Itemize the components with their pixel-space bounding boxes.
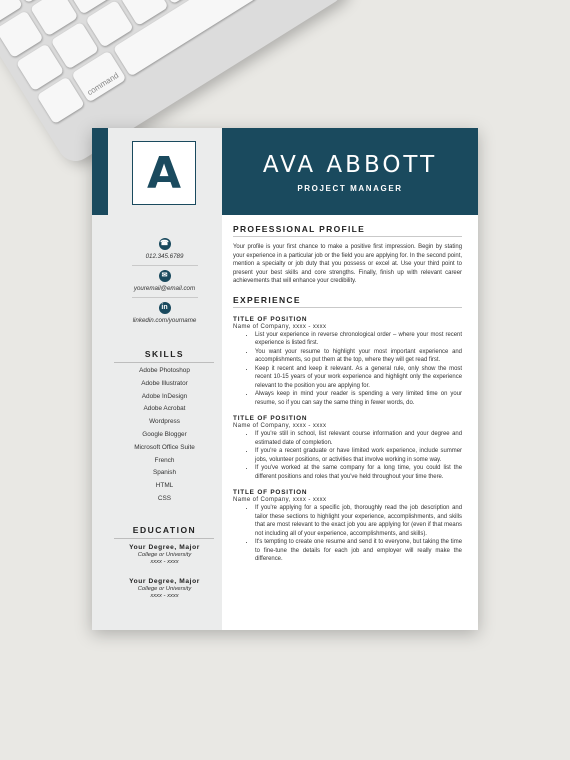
job-title: TITLE OF POSITION bbox=[233, 415, 308, 422]
job-bullet: • You want your resume to highlight your most important experience and accomplishments, so put them at the top, where they will get read first. bbox=[255, 348, 462, 365]
skill-item: CSS bbox=[157, 494, 172, 502]
education-entry bbox=[92, 544, 237, 565]
education-degree: Your Degree, Major bbox=[129, 578, 200, 585]
skill-item: Adobe Photoshop bbox=[139, 367, 190, 374]
skill-item: Spanish bbox=[152, 469, 177, 477]
job-bullet: • Keep it recent and keep it relevant. As a general rule, only show the most recent 10-15 years of your work experience and highlight only the experience relevant to the position you are applying for. bbox=[255, 365, 462, 391]
job-bullet: • If you've worked at the same company for a long time, you could list the different positions and roles that you've held throughout your time there. bbox=[255, 464, 462, 481]
education-divider bbox=[114, 538, 214, 539]
monogram-box bbox=[132, 141, 196, 205]
job-bullet: • If you're still in school, list relevant course information and your degree and estimated date of completion. bbox=[255, 430, 462, 447]
job-bullet: • List your experience in reverse chronological order – where your most recent experience is listed first. bbox=[255, 331, 462, 348]
linkedin-icon: in bbox=[159, 302, 171, 314]
job-bullet: • Always keep in mind your reader is spending a very limited time on your resume, so if you can say the same thing in fewer words, do. bbox=[255, 390, 462, 407]
skill-item: HTML bbox=[155, 482, 174, 490]
skill-item: French bbox=[154, 456, 175, 464]
job-company: Name of Company, xxxx - xxxx bbox=[233, 497, 327, 503]
skill-item: Google Blogger bbox=[142, 430, 187, 438]
phone-icon: ☎ bbox=[159, 238, 171, 250]
skills-divider bbox=[114, 362, 214, 363]
linkedin-text: linkedin.com/yourname bbox=[132, 317, 197, 324]
contact-linkedin bbox=[92, 302, 237, 324]
job-bullets bbox=[233, 331, 462, 408]
email-text: youremail@email.com bbox=[133, 285, 196, 292]
job-bullet: • It's tempting to create one resume and send it to everyone, but taking the time to fine-tune the details for each job and employer will really make the difference. bbox=[255, 538, 462, 564]
skills-heading: SKILLS bbox=[144, 349, 185, 359]
skill-item: Adobe Illustrator bbox=[141, 379, 188, 387]
monogram-letter: A bbox=[146, 147, 182, 199]
education-entry bbox=[92, 578, 237, 599]
divider bbox=[132, 265, 198, 266]
email-icon: ✉ bbox=[159, 270, 171, 282]
job-bullets bbox=[233, 504, 462, 564]
job-entry bbox=[233, 316, 462, 408]
job-bullet: • If you're a recent graduate or have limited work experience, include summer jobs, volunteer positions, or activities that involve working in some way. bbox=[255, 447, 462, 464]
job-entry bbox=[233, 415, 462, 481]
contact-email bbox=[92, 270, 237, 298]
job-title: TITLE OF POSITION bbox=[233, 489, 308, 496]
profile-heading: PROFESSIONAL PROFILE bbox=[233, 224, 462, 237]
resume-page bbox=[92, 128, 478, 630]
skill-item: Microsoft Office Suite bbox=[134, 443, 195, 451]
education-college: College or University bbox=[137, 586, 192, 592]
job-company: Name of Company, xxxx - xxxx bbox=[233, 423, 327, 429]
job-company: Name of Company, xxxx - xxxx bbox=[233, 323, 327, 330]
phone-text: 012.345.6789 bbox=[145, 253, 184, 260]
job-title: TITLE OF POSITION bbox=[233, 315, 308, 323]
skill-item: Adobe InDesign bbox=[141, 392, 188, 400]
keyboard-key-command: command bbox=[71, 50, 126, 102]
experience-heading: EXPERIENCE bbox=[233, 295, 462, 308]
skill-item: Adobe Acrobat bbox=[143, 405, 186, 413]
candidate-title: PROJECT MANAGER bbox=[297, 184, 403, 193]
contact-phone bbox=[92, 238, 237, 266]
education-years: xxxx - xxxx bbox=[150, 559, 179, 565]
education-degree: Your Degree, Major bbox=[129, 544, 200, 551]
skills-list bbox=[92, 365, 237, 506]
education-years: xxxx - xxxx bbox=[150, 593, 179, 599]
sidebar-accent-bar bbox=[92, 128, 108, 215]
divider bbox=[132, 297, 198, 298]
education-college: College or University bbox=[137, 552, 192, 558]
profile-text: Your profile is your first chance to make a positive first impression. Begin by stating your experience in a particular job or the field you are applying for. In the second point, mention a specialty or job duty that you possess or excel at. Use your third point to present your best skills and core strengths. Finally, finish up with relevant career achievements that will enhance your credibility. bbox=[233, 244, 462, 284]
job-bullets bbox=[233, 430, 462, 481]
skill-item: Wordpress bbox=[149, 418, 180, 426]
candidate-name: AVA ABBOTT bbox=[262, 152, 438, 178]
job-entry bbox=[233, 489, 462, 564]
job-bullet: • If you're applying for a specific job, thoroughly read the job description and tailor these sections to highlight your experience, accomplishments, and skills that are most relevant to the exact job you are applying for (even if that means not including all of your experience, accomplishments, and skills). bbox=[255, 504, 462, 538]
education-heading: EDUCATION bbox=[132, 525, 197, 535]
main-column bbox=[233, 224, 462, 564]
